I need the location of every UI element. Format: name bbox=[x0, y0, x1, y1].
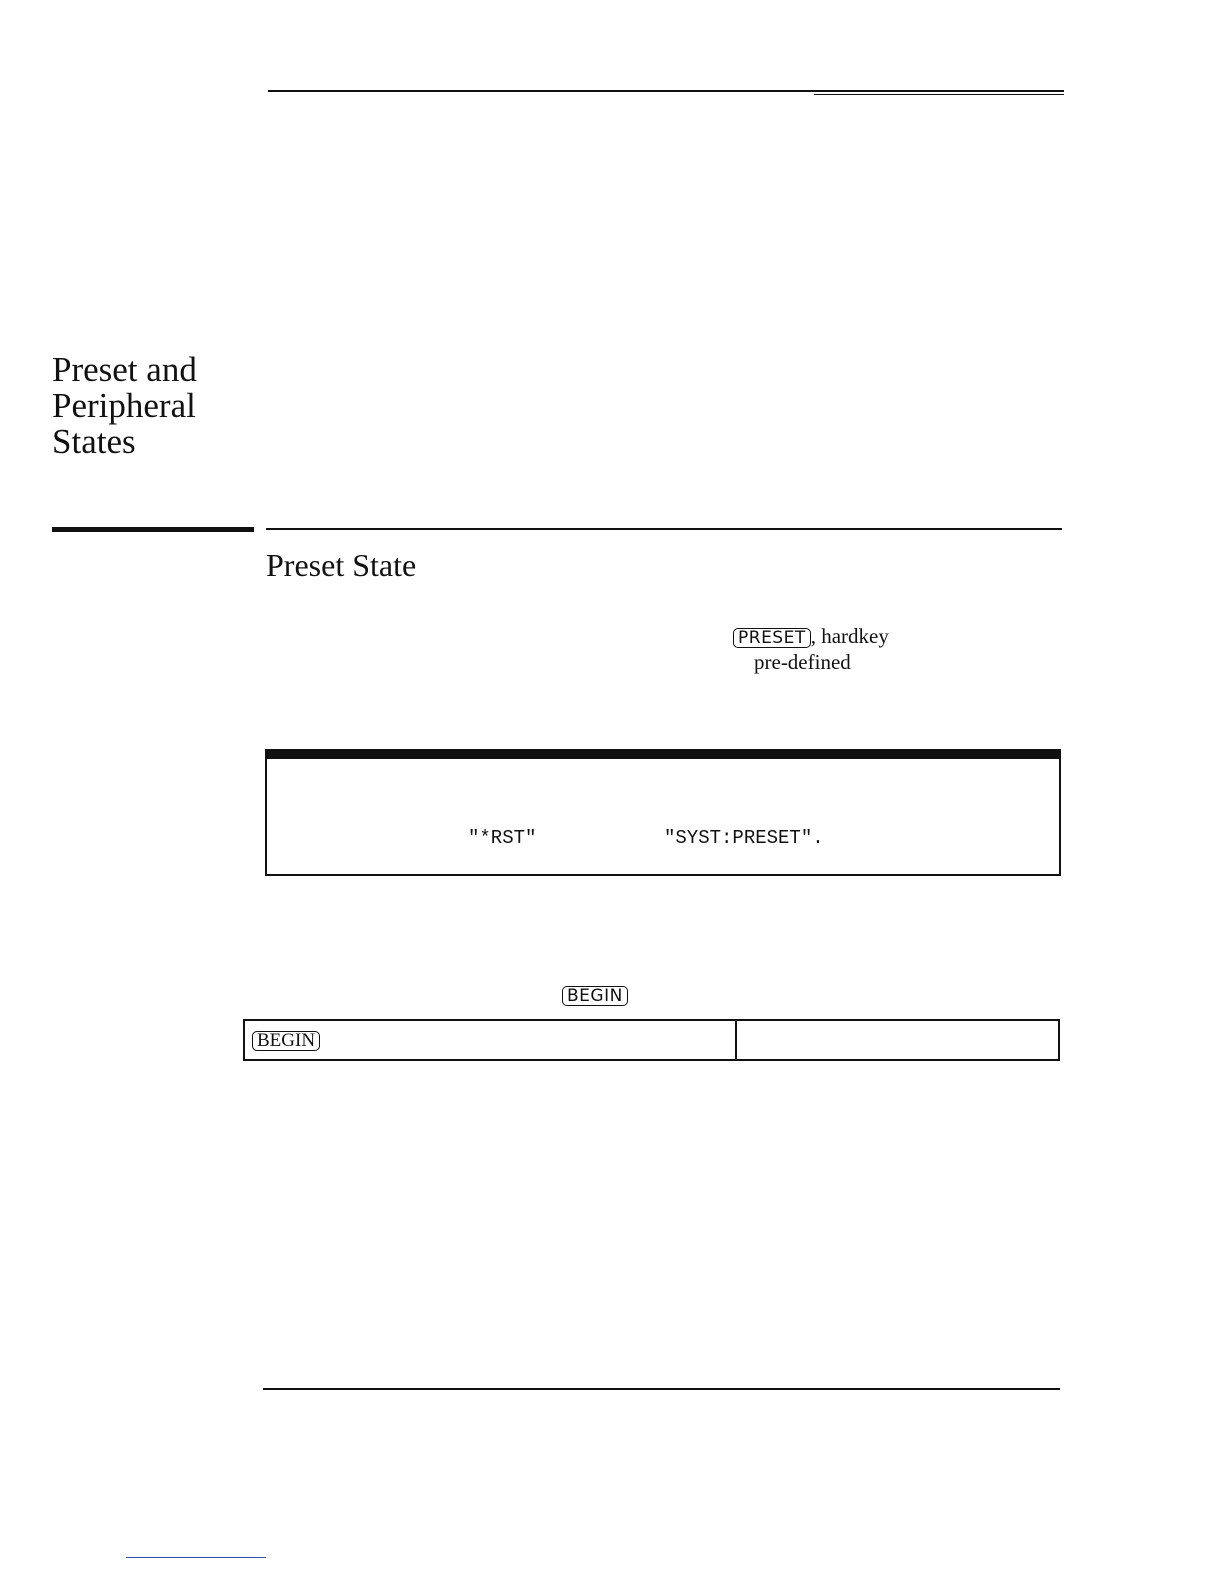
table-column-divider bbox=[735, 1021, 737, 1059]
header-rule bbox=[268, 90, 1064, 92]
table-row bbox=[245, 1021, 1058, 1059]
intro-hardkey-text: , hardkey bbox=[810, 624, 889, 648]
section-rule-thin bbox=[266, 528, 1062, 530]
footer-link-underline bbox=[126, 1557, 266, 1558]
section-title: Preset State bbox=[266, 547, 417, 583]
table-begin-key: BEGIN bbox=[252, 1031, 320, 1051]
header-rule-accent bbox=[814, 94, 1064, 95]
intro-line-2: pre-defined bbox=[754, 650, 851, 674]
begin-line bbox=[562, 982, 628, 1006]
preset-key: PRESET bbox=[733, 628, 811, 648]
rst-command: "*RST" bbox=[468, 827, 537, 849]
chapter-title-line-3: States bbox=[52, 422, 136, 461]
section-rule-thick bbox=[52, 527, 254, 532]
chapter-title-line-1: Preset and bbox=[52, 350, 197, 389]
syst-preset-command: "SYST:PRESET". bbox=[664, 827, 824, 849]
begin-key: BEGIN bbox=[562, 986, 628, 1006]
chapter-title bbox=[52, 352, 197, 460]
note-box bbox=[265, 749, 1061, 876]
intro-line-1 bbox=[733, 624, 889, 648]
preset-table bbox=[243, 1019, 1060, 1061]
chapter-title-line-2: Peripheral bbox=[52, 386, 196, 425]
footer-rule bbox=[263, 1388, 1060, 1390]
